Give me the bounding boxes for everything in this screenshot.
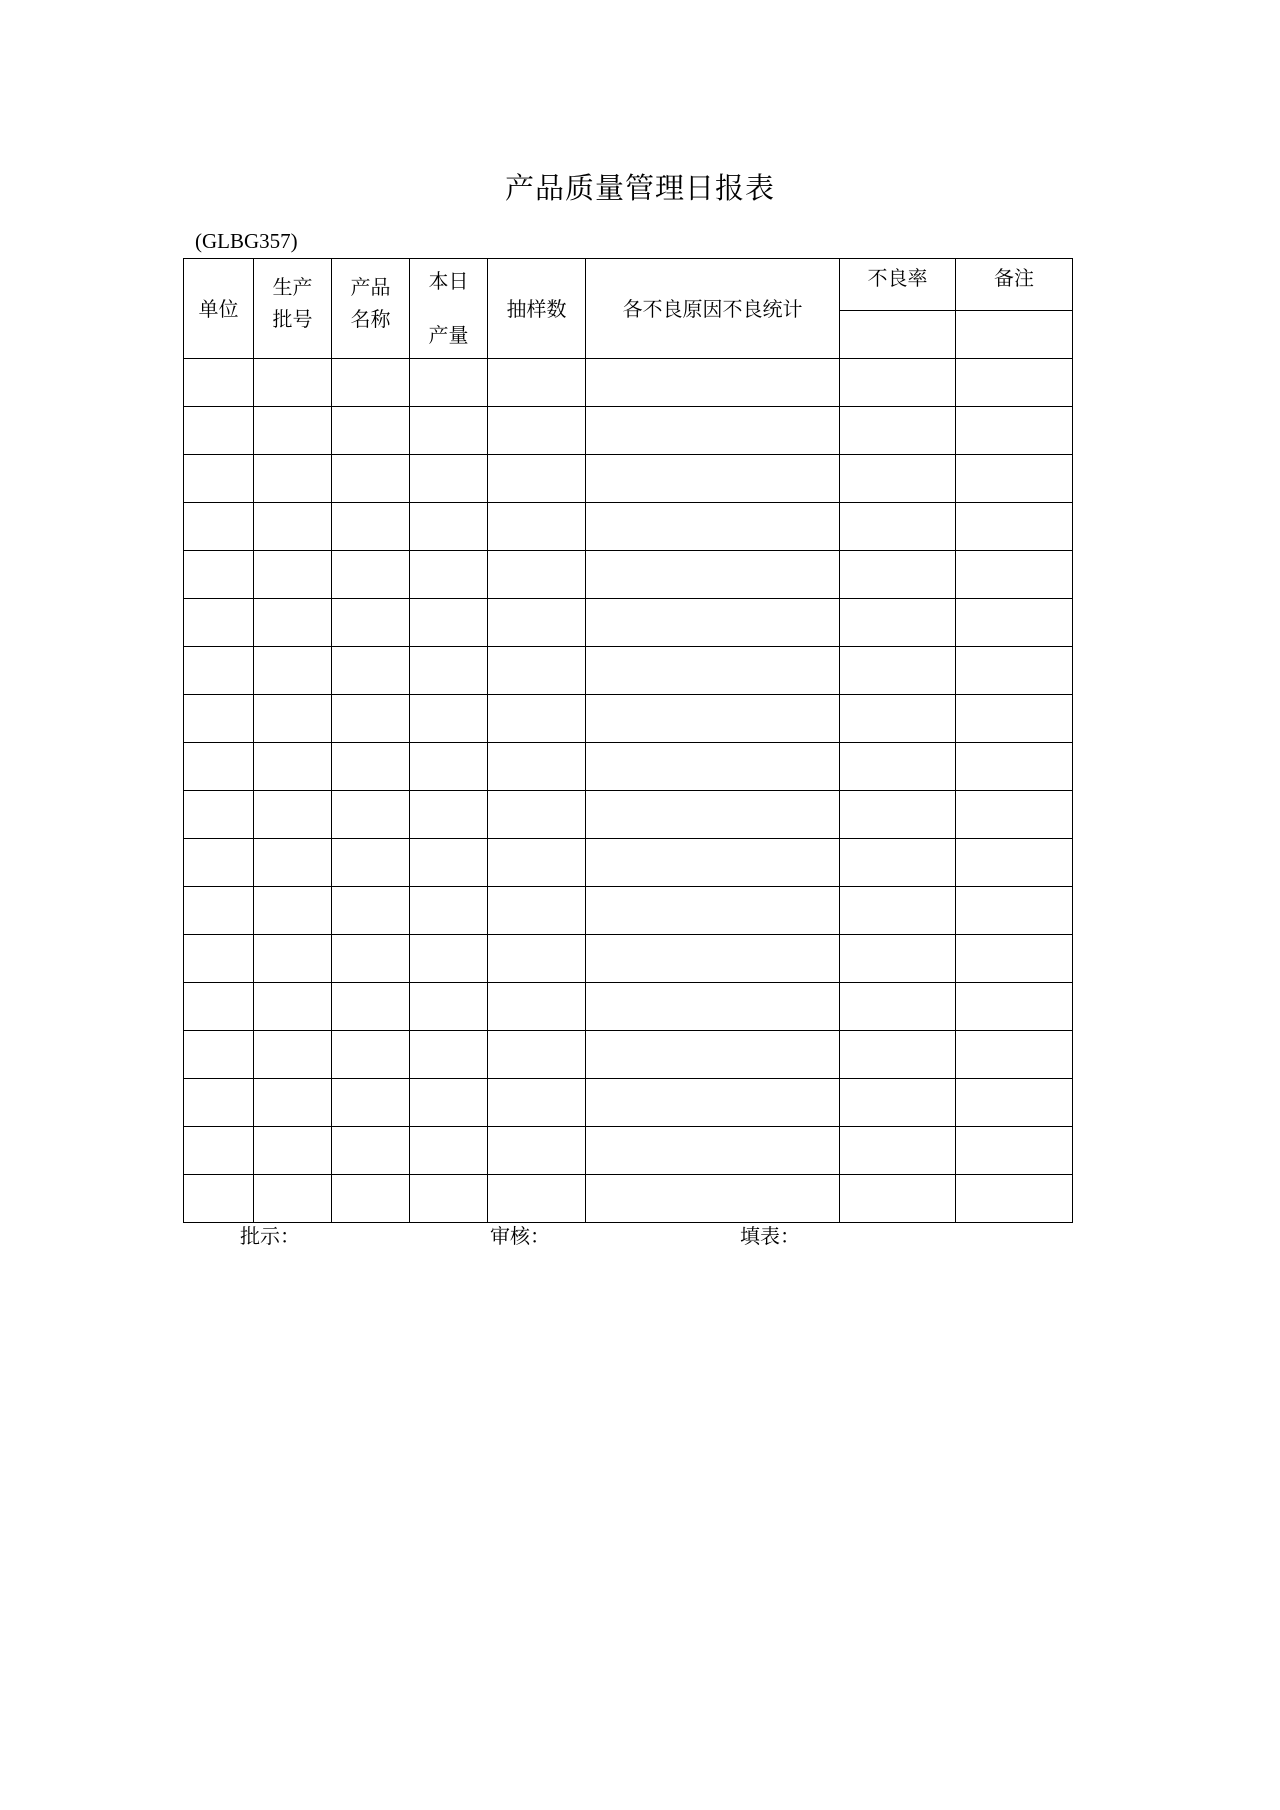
cell-defect-rate[interactable]	[840, 839, 956, 887]
cell-defect-cause-stats[interactable]	[586, 551, 840, 599]
cell-daily-output[interactable]	[410, 551, 488, 599]
table-row	[184, 887, 1073, 935]
cell-daily-output[interactable]	[410, 695, 488, 743]
cell-defect-rate[interactable]	[840, 503, 956, 551]
cell-defect-rate[interactable]	[840, 455, 956, 503]
cell-defect-rate[interactable]	[840, 359, 956, 407]
cell-product-name[interactable]	[332, 407, 410, 455]
cell-remarks[interactable]	[956, 1079, 1073, 1127]
form-code: (GLBG357)	[195, 229, 298, 253]
cell-remarks[interactable]	[956, 743, 1073, 791]
cell-batch-no[interactable]	[254, 1031, 332, 1079]
cell-daily-output[interactable]	[410, 935, 488, 983]
header-unit	[184, 259, 254, 359]
cell-batch-no[interactable]	[254, 359, 332, 407]
cell-remarks[interactable]	[956, 455, 1073, 503]
header-sample-count	[488, 259, 586, 359]
header-daily-output-line1: 本日	[428, 268, 469, 293]
cell-defect-cause-stats[interactable]	[586, 695, 840, 743]
cell-product-name[interactable]	[332, 503, 410, 551]
cell-remarks[interactable]	[956, 935, 1073, 983]
cell-sample-count[interactable]	[488, 887, 586, 935]
cell-product-name[interactable]	[332, 887, 410, 935]
cell-defect-rate[interactable]	[840, 599, 956, 647]
cell-remarks[interactable]	[956, 407, 1073, 455]
cell-defect-rate[interactable]	[840, 407, 956, 455]
cell-defect-cause-stats[interactable]	[586, 887, 840, 935]
cell-defect-cause-stats[interactable]	[586, 359, 840, 407]
table-row	[184, 647, 1073, 695]
cell-remarks[interactable]	[956, 839, 1073, 887]
cell-remarks[interactable]	[956, 647, 1073, 695]
cell-defect-cause-stats[interactable]	[586, 503, 840, 551]
cell-unit[interactable]	[184, 887, 254, 935]
cell-remarks[interactable]	[956, 1031, 1073, 1079]
cell-product-name[interactable]	[332, 935, 410, 983]
cell-unit[interactable]	[184, 407, 254, 455]
cell-daily-output[interactable]	[410, 647, 488, 695]
cell-batch-no[interactable]	[254, 1127, 332, 1175]
header-sample-count-label: 抽样数	[506, 296, 567, 321]
cell-sample-count[interactable]	[488, 551, 586, 599]
cell-remarks[interactable]	[956, 599, 1073, 647]
header-remarks-sub[interactable]	[956, 311, 1073, 359]
cell-unit[interactable]	[184, 1079, 254, 1127]
cell-product-name[interactable]	[332, 743, 410, 791]
cell-daily-output[interactable]	[410, 503, 488, 551]
cell-unit[interactable]	[184, 1031, 254, 1079]
cell-unit[interactable]	[184, 791, 254, 839]
cell-defect-cause-stats[interactable]	[586, 407, 840, 455]
table-row	[184, 551, 1073, 599]
header-daily-output-line2: 产量	[428, 322, 469, 347]
cell-product-name[interactable]	[332, 839, 410, 887]
table-row	[184, 743, 1073, 791]
cell-defect-cause-stats[interactable]	[586, 839, 840, 887]
cell-defect-cause-stats[interactable]	[586, 599, 840, 647]
cell-product-name[interactable]	[332, 455, 410, 503]
header-defect-cause-stats	[586, 259, 840, 359]
header-unit-label: 单位	[198, 296, 239, 321]
table-row	[184, 983, 1073, 1031]
cell-product-name[interactable]	[332, 983, 410, 1031]
cell-batch-no[interactable]	[254, 599, 332, 647]
cell-defect-cause-stats[interactable]	[586, 647, 840, 695]
cell-batch-no[interactable]	[254, 1079, 332, 1127]
cell-daily-output[interactable]	[410, 1031, 488, 1079]
cell-defect-rate[interactable]	[840, 743, 956, 791]
cell-remarks[interactable]	[956, 695, 1073, 743]
table-row	[184, 359, 1073, 407]
cell-defect-rate[interactable]	[840, 791, 956, 839]
table-row	[184, 599, 1073, 647]
header-row	[184, 259, 1073, 311]
cell-unit[interactable]	[184, 1127, 254, 1175]
cell-remarks[interactable]	[956, 551, 1073, 599]
cell-sample-count[interactable]	[488, 743, 586, 791]
cell-daily-output[interactable]	[410, 791, 488, 839]
header-defect-rate-label: 不良率	[867, 266, 928, 290]
cell-product-name[interactable]	[332, 1175, 410, 1223]
table-row	[184, 791, 1073, 839]
header-product-name-line1: 产品	[350, 274, 391, 299]
cell-sample-count[interactable]	[488, 791, 586, 839]
table-row	[184, 695, 1073, 743]
cell-product-name[interactable]	[332, 599, 410, 647]
cell-daily-output[interactable]	[410, 1079, 488, 1127]
cell-defect-cause-stats[interactable]	[586, 791, 840, 839]
cell-batch-no[interactable]	[254, 743, 332, 791]
cell-sample-count[interactable]	[488, 407, 586, 455]
header-remarks-label: 备注	[994, 266, 1034, 290]
cell-defect-rate[interactable]	[840, 983, 956, 1031]
cell-defect-cause-stats[interactable]	[586, 1127, 840, 1175]
cell-defect-rate[interactable]	[840, 551, 956, 599]
header-batch-no-line2: 批号	[272, 306, 313, 331]
cell-remarks[interactable]	[956, 1127, 1073, 1175]
cell-batch-no[interactable]	[254, 695, 332, 743]
table-row	[184, 407, 1073, 455]
cell-defect-cause-stats[interactable]	[586, 983, 840, 1031]
cell-sample-count[interactable]	[488, 1127, 586, 1175]
cell-defect-cause-stats[interactable]	[586, 935, 840, 983]
footer-filled-by: 填表：	[740, 1224, 800, 1248]
cell-sample-count[interactable]	[488, 359, 586, 407]
cell-defect-cause-stats[interactable]	[586, 1079, 840, 1127]
cell-remarks[interactable]	[956, 887, 1073, 935]
cell-sample-count[interactable]	[488, 455, 586, 503]
cell-unit[interactable]	[184, 935, 254, 983]
cell-daily-output[interactable]	[410, 407, 488, 455]
cell-daily-output[interactable]	[410, 1127, 488, 1175]
cell-unit[interactable]	[184, 983, 254, 1031]
cell-daily-output[interactable]	[410, 599, 488, 647]
header-batch-no-line1: 生产	[272, 274, 313, 299]
cell-defect-cause-stats[interactable]	[586, 1175, 840, 1223]
cell-batch-no[interactable]	[254, 935, 332, 983]
header-remarks	[956, 259, 1073, 311]
cell-sample-count[interactable]	[488, 1031, 586, 1079]
cell-product-name[interactable]	[332, 1127, 410, 1175]
cell-unit[interactable]	[184, 695, 254, 743]
table-row	[184, 839, 1073, 887]
cell-batch-no[interactable]	[254, 503, 332, 551]
cell-batch-no[interactable]	[254, 647, 332, 695]
header-defect-rate	[840, 259, 956, 311]
cell-unit[interactable]	[184, 743, 254, 791]
cell-sample-count[interactable]	[488, 503, 586, 551]
cell-product-name[interactable]	[332, 791, 410, 839]
cell-product-name[interactable]	[332, 551, 410, 599]
cell-defect-cause-stats[interactable]	[586, 1031, 840, 1079]
header-product-name	[332, 259, 410, 359]
cell-daily-output[interactable]	[410, 1175, 488, 1223]
table-row	[184, 1127, 1073, 1175]
header-defect-cause-stats-label: 各不良原因不良统计	[622, 296, 803, 321]
cell-defect-rate[interactable]	[840, 1127, 956, 1175]
cell-unit[interactable]	[184, 599, 254, 647]
cell-unit[interactable]	[184, 1175, 254, 1223]
cell-defect-rate[interactable]	[840, 695, 956, 743]
footer-review: 审核：	[490, 1224, 550, 1248]
cell-daily-output[interactable]	[410, 839, 488, 887]
cell-remarks[interactable]	[956, 503, 1073, 551]
header-product-name-line2: 名称	[350, 306, 391, 331]
cell-product-name[interactable]	[332, 647, 410, 695]
cell-batch-no[interactable]	[254, 455, 332, 503]
table-row	[184, 503, 1073, 551]
table-row	[184, 935, 1073, 983]
cell-batch-no[interactable]	[254, 983, 332, 1031]
report-table	[183, 258, 1073, 1223]
cell-product-name[interactable]	[332, 1079, 410, 1127]
cell-remarks[interactable]	[956, 1175, 1073, 1223]
table-row	[184, 455, 1073, 503]
cell-sample-count[interactable]	[488, 1079, 586, 1127]
cell-product-name[interactable]	[332, 695, 410, 743]
cell-defect-cause-stats[interactable]	[586, 455, 840, 503]
cell-defect-cause-stats[interactable]	[586, 743, 840, 791]
cell-sample-count[interactable]	[488, 1175, 586, 1223]
cell-unit[interactable]	[184, 551, 254, 599]
table-row	[184, 1079, 1073, 1127]
cell-remarks[interactable]	[956, 359, 1073, 407]
cell-product-name[interactable]	[332, 1031, 410, 1079]
cell-defect-rate[interactable]	[840, 1079, 956, 1127]
header-defect-rate-sub[interactable]	[840, 311, 956, 359]
cell-defect-rate[interactable]	[840, 1175, 956, 1223]
cell-defect-rate[interactable]	[840, 887, 956, 935]
cell-defect-rate[interactable]	[840, 935, 956, 983]
cell-defect-rate[interactable]	[840, 647, 956, 695]
cell-sample-count[interactable]	[488, 695, 586, 743]
cell-daily-output[interactable]	[410, 743, 488, 791]
cell-defect-rate[interactable]	[840, 1031, 956, 1079]
cell-unit[interactable]	[184, 647, 254, 695]
cell-unit[interactable]	[184, 839, 254, 887]
cell-sample-count[interactable]	[488, 839, 586, 887]
header-daily-output	[410, 259, 488, 359]
cell-daily-output[interactable]	[410, 359, 488, 407]
header-batch-no	[254, 259, 332, 359]
cell-daily-output[interactable]	[410, 983, 488, 1031]
cell-batch-no[interactable]	[254, 839, 332, 887]
cell-remarks[interactable]	[956, 791, 1073, 839]
cell-sample-count[interactable]	[488, 599, 586, 647]
cell-remarks[interactable]	[956, 983, 1073, 1031]
cell-sample-count[interactable]	[488, 647, 586, 695]
cell-batch-no[interactable]	[254, 1175, 332, 1223]
cell-unit[interactable]	[184, 455, 254, 503]
cell-unit[interactable]	[184, 359, 254, 407]
table-row	[184, 1031, 1073, 1079]
cell-sample-count[interactable]	[488, 983, 586, 1031]
table-row	[184, 1175, 1073, 1223]
cell-batch-no[interactable]	[254, 551, 332, 599]
cell-product-name[interactable]	[332, 359, 410, 407]
cell-daily-output[interactable]	[410, 887, 488, 935]
cell-batch-no[interactable]	[254, 407, 332, 455]
cell-daily-output[interactable]	[410, 455, 488, 503]
cell-batch-no[interactable]	[254, 887, 332, 935]
cell-batch-no[interactable]	[254, 791, 332, 839]
page-title: 产品质量管理日报表	[504, 171, 775, 205]
cell-unit[interactable]	[184, 503, 254, 551]
footer-approval: 批示：	[240, 1224, 300, 1248]
cell-sample-count[interactable]	[488, 935, 586, 983]
